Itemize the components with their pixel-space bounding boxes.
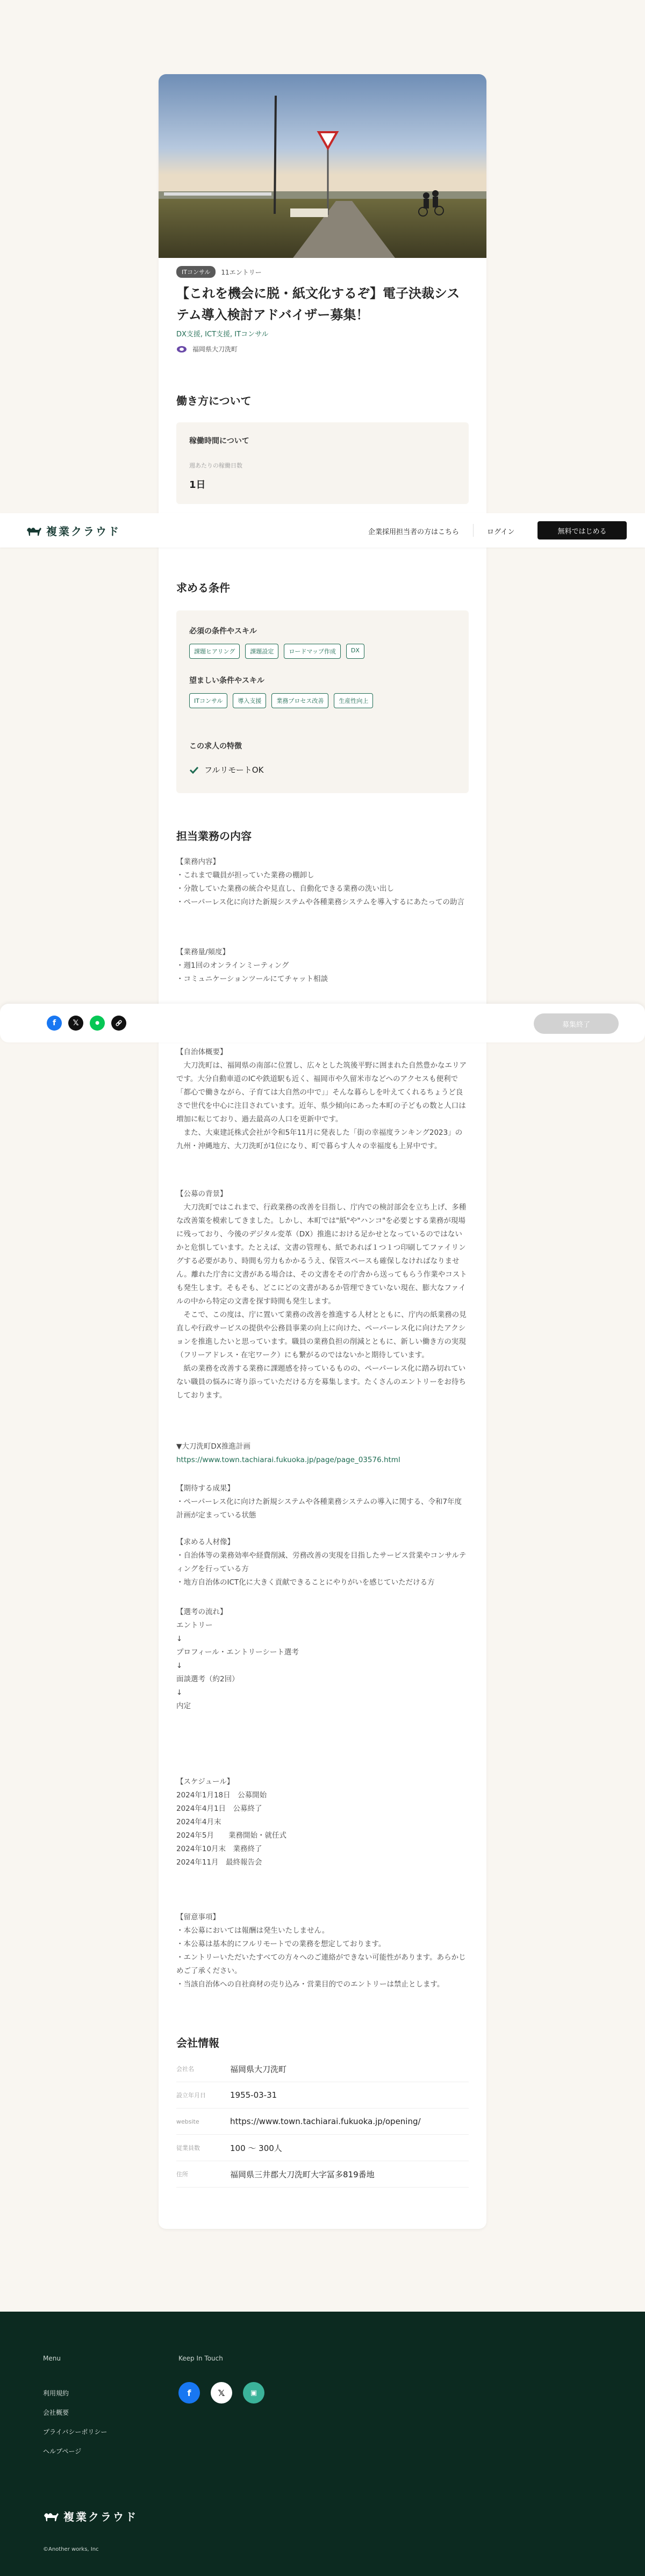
chip-preferred: 導入支援 xyxy=(233,693,266,708)
company-website-link[interactable]: https://www.town.tachiarai.fukuoka.jp/opening/ xyxy=(230,2117,421,2126)
features-label: この求人の特徴 xyxy=(189,742,242,751)
chip-required: DX xyxy=(346,644,364,659)
facebook-icon[interactable]: f xyxy=(178,2382,200,2404)
company-value: 100 〜 300人 xyxy=(230,2143,282,2153)
x-icon[interactable]: 𝕏 xyxy=(68,1016,83,1031)
required-label: 必須の条件やスキル xyxy=(189,627,257,636)
company-heading: 会社情報 xyxy=(176,2037,219,2049)
company-row xyxy=(176,2161,469,2188)
company-key: 設立年月日 xyxy=(176,2092,206,2099)
duties-block-schedule: 【スケジュール】 2024年1月18日 公募開始 2024年4月1日 公募終了 2024年4月末 2024年5月 業務開始・就任式 2024年10月末 業務終了 2024年11月 最終報告会 xyxy=(176,1778,286,1867)
footer-link-company[interactable]: 会社概要 xyxy=(43,2409,69,2416)
footer-touch-heading: Keep In Touch xyxy=(178,2355,223,2362)
days-value: 1日 xyxy=(189,479,206,491)
working-box xyxy=(176,422,469,504)
chip-preferred: ITコンサル xyxy=(189,693,227,708)
org-logo-icon xyxy=(176,346,187,353)
dx-plan-label: ▼大刀洗町DX推進計画 xyxy=(176,1442,251,1451)
company-row xyxy=(176,2056,469,2082)
chip-required: 課題ヒアリング xyxy=(189,644,240,659)
company-table xyxy=(176,2056,469,2188)
camel-logo-icon xyxy=(26,525,42,537)
conditions-heading: 求める条件 xyxy=(176,581,230,594)
category-badge: ITコンサル xyxy=(176,266,216,278)
footer-link-help[interactable]: ヘルプページ xyxy=(43,2448,82,2455)
closed-button: 募集終了 xyxy=(534,1013,619,1034)
footer-link-privacy[interactable]: プライバシーポリシー xyxy=(43,2428,108,2436)
logo-text: 複業クラウド xyxy=(46,525,120,538)
job-card xyxy=(159,74,486,2229)
duties-block-content: 【業務内容】 ・これまで職員が担っていた業務の棚卸し ・分散していた業務の統合や見直し、自動化できる業務の洗い出し ・ペーパーレス化に向けた新規システムや各種業務システムを導入するにあたっての助言 xyxy=(176,858,464,906)
dx-plan-link[interactable]: https://www.town.tachiarai.fukuoka.jp/page/page_03576.html xyxy=(176,1456,400,1464)
chip-required: 課題設定 xyxy=(245,644,278,659)
chip-preferred: 業務プロセス改善 xyxy=(271,693,328,708)
working-box-label: 稼働時間について xyxy=(189,437,249,445)
company-key: 従業員数 xyxy=(176,2145,200,2152)
footer-logo-text: 複業クラウド xyxy=(63,2510,138,2523)
duties-block-volume: 【業務量/頻度】 ・週1回のオンラインミーティング ・コミュニケーションツールにてチャット相談 xyxy=(176,948,328,983)
preferred-chips xyxy=(189,693,373,708)
footer-logo[interactable] xyxy=(43,2508,138,2524)
footer-social xyxy=(178,2382,264,2404)
company-value: 福岡県大刀洗町 xyxy=(230,2064,287,2074)
org-name: 福岡県大刀洗町 xyxy=(192,346,238,353)
signup-button[interactable]: 無料ではじめる xyxy=(538,521,627,539)
company-key: 会社名 xyxy=(176,2066,194,2073)
duties-block-notes: 【留意事項】 ・本公募においては報酬は発生いたしません。 ・本公募は基本的にフルリモートでの業務を想定しております。 ・エントリーいただいたすべての方々へのご連絡ができない可能性があります。あらかじめご了承ください。 ・当該自治体への自社商材の売り込み・営業目的でのエントリーは禁止とします。 xyxy=(176,1913,466,1989)
org-row[interactable] xyxy=(176,344,469,354)
company-row xyxy=(176,2135,469,2161)
duties-heading: 担当業務の内容 xyxy=(176,830,252,843)
footer xyxy=(0,2312,645,2576)
share-bar xyxy=(0,1004,645,1042)
job-meta xyxy=(176,266,469,278)
facebook-icon[interactable]: f xyxy=(47,1016,62,1031)
days-label: 週あたりの稼働日数 xyxy=(189,462,242,469)
skill-tags[interactable]: DX支援, ICT支援, ITコンサル xyxy=(176,330,269,339)
nav-divider xyxy=(473,524,474,537)
conditions-box xyxy=(176,610,469,793)
check-icon xyxy=(189,766,199,774)
duties-block-persona: 【求める人材像】 ・自治体等の業務効率や経費削減、労務改善の実現を目指したサービス営業やコンサルティングを行っている方 ・地方自治体のICT化に大きく貢献できることにやりがいを感じていただける方 xyxy=(176,1538,467,1587)
company-signup-link[interactable]: 企業採用担当者の方はこちら xyxy=(368,528,460,536)
camel-logo-icon xyxy=(43,2510,59,2522)
preferred-label: 望ましい条件やスキル xyxy=(189,677,264,685)
working-heading: 働き方について xyxy=(176,394,252,407)
footer-menu xyxy=(43,2384,107,2461)
login-link[interactable]: ログイン xyxy=(487,528,515,536)
chip-required: ロードマップ作成 xyxy=(284,644,341,659)
x-icon[interactable]: 𝕏 xyxy=(211,2382,232,2404)
footer-menu-heading: Menu xyxy=(43,2355,61,2362)
company-value: 1955-03-31 xyxy=(230,2090,277,2100)
duties-block-expected: 【期待する成果】 ・ペーパーレス化に向けた新規システムや各種業務システムの導入に関する、令和7年度計画が定まっている状態 xyxy=(176,1484,462,1520)
company-value: 福岡県三井郡大刀洗町大字冨多819番地 xyxy=(230,2169,375,2179)
note-icon[interactable]: ▣ xyxy=(243,2382,264,2404)
link-icon[interactable] xyxy=(111,1016,126,1031)
company-row xyxy=(176,2109,469,2135)
company-key: 住所 xyxy=(176,2171,188,2178)
duties-block-overview: 【自治体概要】 大刀洗町は、福岡県の南部に位置し、広々とした筑後平野に囲まれた自然豊かなエリアです。大分自動車道のICや鉄道駅も近く、福岡市や久留米市などへのアクセスも便利で「都心で働きながら、子育ては大自然の中で」」そんな暮らしを叶えてくれるちょうど良さで世代を中心に注目されています。近年、県少傾向にあった本町の子どもの数と人口は増加に転じており、過去最高の人口を更新中です。 また、大東建託株式会社が令和5年11月に発表した「街の幸福度ランキング2023」の九州・沖縄地方、大刀洗町が1位になり、町で暮らす人々の幸福度も上昇中です。 xyxy=(176,1048,467,1150)
copyright: ©Another works, Inc xyxy=(43,2546,99,2552)
duties-block-background: 【公募の背景】 大刀洗町ではこれまで、行政業務の改善を目指し、庁内での検討部会を立ち上げ、多種な改善策を模索してきました。しかし、本町では"紙"や"ハンコ"を必要とする業務が現場に残っており、今後のデジタル変革（DX）推進における足かせとなっているのではないかと危惧しています。たとえば、文書の管理も、紙であれば１つ１つ印刷してファイリングする必要があり、時間も労力もかかるうえ、保管スペースも確保しなければなりません。離れた庁舎に文書がある場合は、その文書をその庁舎から送ってもらう作業やコストも発生します。そもそも、どこにどの文書があるか管理できていない現在、膨大なファイルの中から特定の文書を探す時間も発生します。 そこで、この度は、庁に置いて業務の改善を推進する人材とともに、庁内の紙業務の見直しや行政サービスの提供や公務員事業の向上に向けた、ペーパーレス化に向けたアクションを推進したいと思っています。職員の業務負担の削減とともに、新しい働き方の実現（フリーアドレス・在宅ワーク）にも繋がるのではないかと期待しています。 紙の業務を改善する業務に課題感を持っているものの、ペーパーレス化に踏み切れていない職員の悩みに寄り添っていただける方を募集します。たくさんのエントリーをお待ちしております。 xyxy=(176,1190,467,1400)
share-icons xyxy=(47,1016,126,1031)
top-nav xyxy=(0,513,645,548)
job-title: 【これを機会に脱・紙文化するぞ】電子決裁システム導入検討アドバイザー募集！ xyxy=(176,286,460,322)
required-chips xyxy=(189,644,364,659)
duties-block-selection: 【選考の流れ】 エントリー ↓ プロフィール・エントリーシート選考 ↓ 面談選考（約2回） ↓ 内定 xyxy=(176,1608,299,1710)
company-row xyxy=(176,2082,469,2109)
feature-text: フルリモートOK xyxy=(204,765,264,775)
chip-preferred: 生産性向上 xyxy=(334,693,373,708)
hero-image xyxy=(159,74,486,258)
entry-count: 11エントリー xyxy=(221,268,262,276)
footer-link-terms[interactable]: 利用規約 xyxy=(43,2390,69,2397)
feature-item xyxy=(189,764,263,775)
line-icon[interactable]: ● xyxy=(90,1016,105,1031)
company-key: website xyxy=(176,2118,199,2125)
site-logo[interactable] xyxy=(26,523,120,538)
